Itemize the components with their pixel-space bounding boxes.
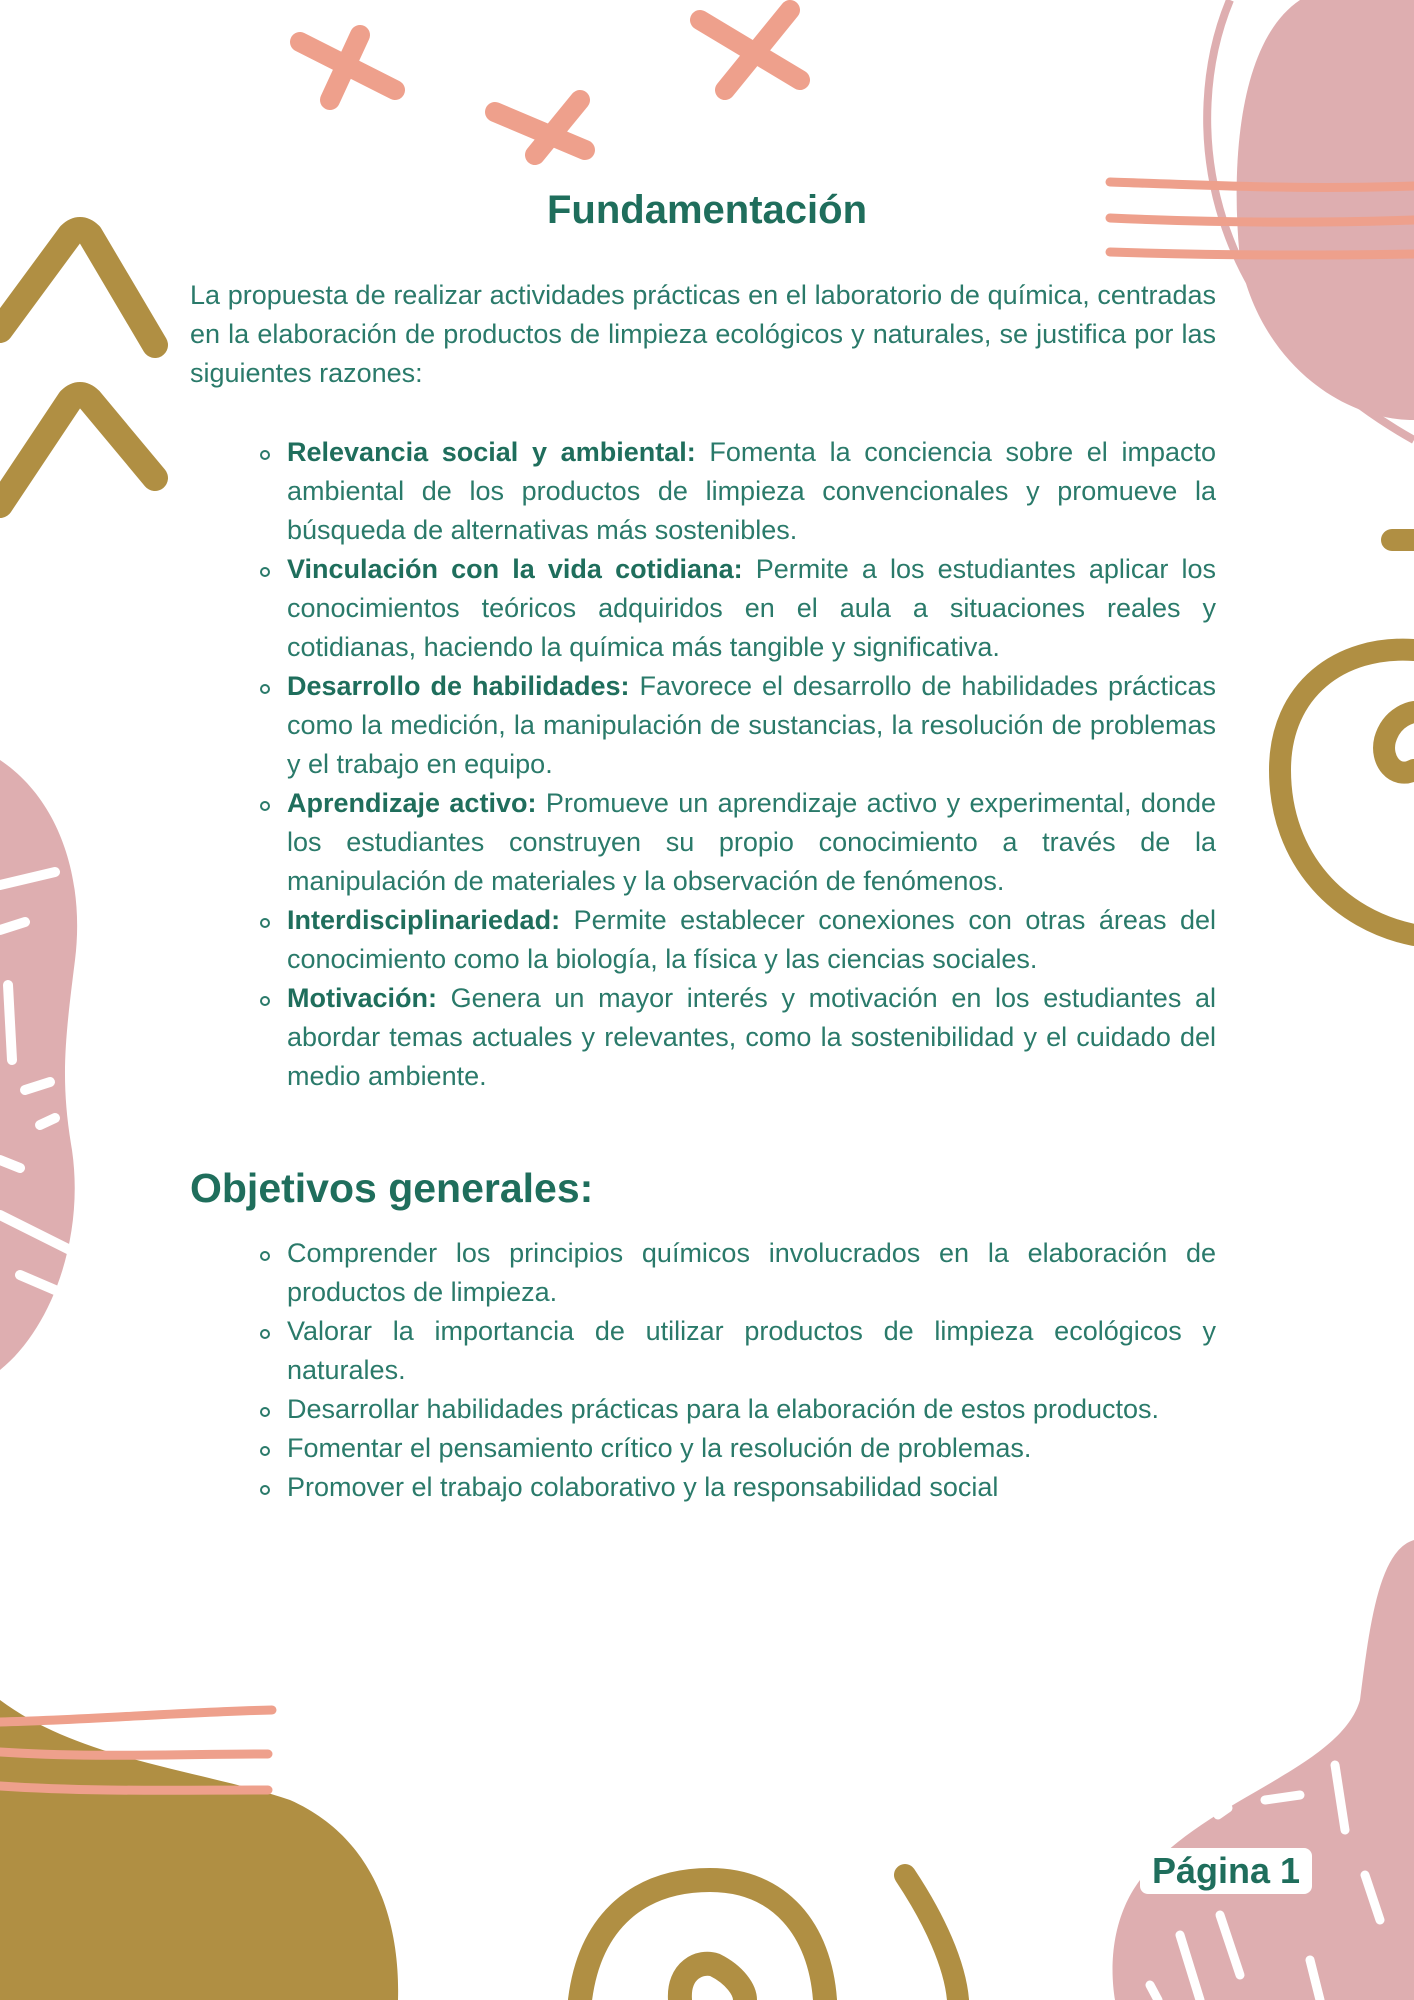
reason-text: Genera un mayor interés y motivación en los estudiantes al abordar temas actuales y relevantes, como la sostenibilidad y el cuidado del medio ambiente.	[287, 983, 1216, 1091]
gold-spiral-right	[1280, 650, 1414, 935]
reason-term: Interdisciplinariedad:	[287, 905, 561, 935]
goals-list	[287, 1234, 1216, 1507]
pink-blob-bottom-right	[1113, 1540, 1414, 2000]
reason-term: Relevancia social y ambiental:	[287, 437, 696, 467]
reason-text: Promueve un aprendizaje activo y experimental, donde los estudiantes construyen su propio conocimiento a través de la manipulación de materiales y la observación de fenómenos.	[287, 788, 1216, 896]
reason-term: Vinculación con la vida cotidiana:	[287, 554, 743, 584]
list-item: Fomentar el pensamiento crítico y la resolución de problemas.	[287, 1429, 1216, 1468]
list-item	[287, 550, 1216, 667]
list-item: Valorar la importancia de utilizar productos de limpieza ecológicos y naturales.	[287, 1312, 1216, 1390]
reason-text: Fomenta la conciencia sobre el impacto ambiental de los productos de limpieza convencionales y promueve la búsqueda de alternativas más sostenibles.	[287, 437, 1216, 545]
page-title: Fundamentación	[546, 188, 868, 232]
reason-text: Favorece el desarrollo de habilidades prácticas como la medición, la manipulación de sustancias, la resolución de problemas y el trabajo en equipo.	[287, 671, 1217, 779]
intro-paragraph: La propuesta de realizar actividades prácticas en el laboratorio de química, centradas en la elaboración de productos de limpieza ecológicos y naturales, se justifica por las siguientes razones:	[190, 280, 1216, 388]
gold-spiral-bottom	[580, 1880, 825, 2000]
list-item	[287, 433, 1216, 550]
reason-term: Motivación:	[287, 983, 438, 1013]
list-item	[287, 901, 1216, 979]
reason-term: Aprendizaje activo:	[287, 788, 537, 818]
list-item	[287, 979, 1216, 1096]
gold-chevrons-left	[0, 230, 155, 505]
goals-heading: Objetivos generales:	[190, 1165, 594, 1211]
gold-blob-bottom-left	[0, 1700, 398, 2000]
list-item: Desarrollar habilidades prácticas para la elaboración de estos productos.	[287, 1390, 1216, 1429]
list-item: Promover el trabajo colaborativo y la responsabilidad social	[287, 1468, 1216, 1507]
reason-text: Permite establecer conexiones con otras áreas del conocimiento como la biología, la física y las ciencias sociales.	[287, 905, 1216, 974]
reason-term: Desarrollo de habilidades:	[287, 671, 630, 701]
list-item: Comprender los principios químicos involucrados en la elaboración de productos de limpieza.	[287, 1234, 1216, 1312]
gold-arc-bottom	[905, 1875, 958, 2000]
page-number: Página 1	[1140, 1848, 1312, 1894]
reason-text: Permite a los estudiantes aplicar los conocimientos teóricos adquiridos en el aula a situaciones reales y cotidianas, haciendo la química más tangible y significativa.	[287, 554, 1216, 662]
list-item	[287, 667, 1216, 784]
reasons-list	[287, 433, 1216, 1096]
list-item	[287, 784, 1216, 901]
cross-shape	[300, 10, 800, 155]
